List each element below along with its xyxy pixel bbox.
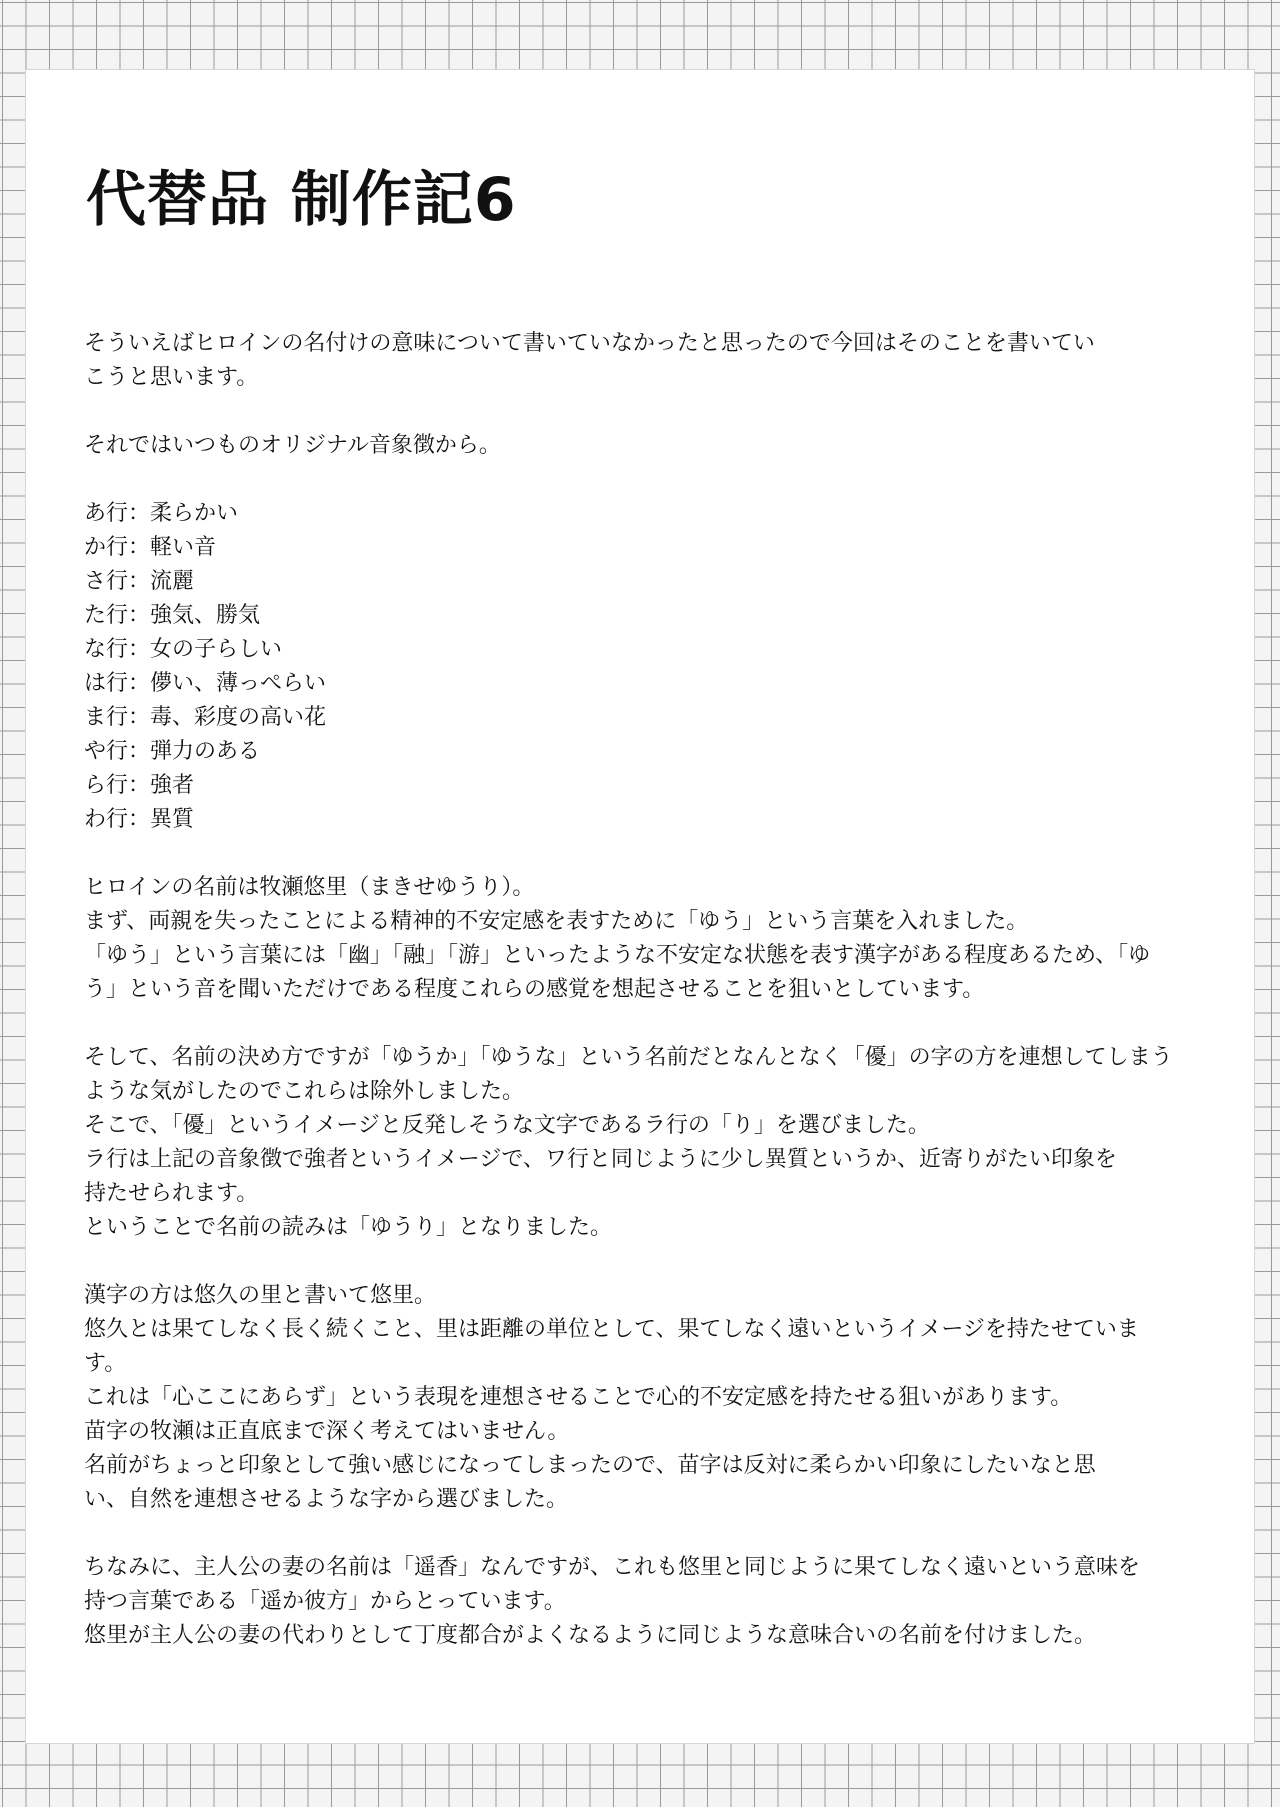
text-line: か行：軽い音 (84, 535, 217, 560)
text-line: や行：弾力のある (84, 739, 261, 764)
text-line: それではいつものオリジナル音象徴から。 (84, 433, 501, 458)
paragraph (84, 1279, 1224, 1517)
text-line: ような気がしたのでこれらは除外しました。 (84, 1079, 525, 1104)
text-line: 苗字の牧瀬は正直底まで深く考えてはいません。 (84, 1419, 570, 1444)
paragraph (84, 327, 1224, 395)
text-line: う」という音を聞いただけである程度これらの感覚を想起させることを狙いとしています。 (84, 977, 985, 1002)
text-line: す。 (84, 1351, 127, 1376)
text-line: まず、両親を失ったことによる精神的不安定感を表すために「ゆう」という言葉を入れました。 (84, 909, 1029, 934)
body-text (84, 327, 1224, 1653)
text-line: ま行：毒、彩度の高い花 (84, 705, 327, 730)
text-line: これは「心ここにあらず」という表現を連想させることで心的不安定感を持たせる狙いがあります。 (84, 1385, 1073, 1410)
text-line: わ行：異質 (84, 807, 195, 832)
page-title: 代替品 制作記6 (86, 165, 517, 235)
text-line: さ行：流麗 (84, 569, 195, 594)
text-line: そこで、「優」というイメージと反発しそうな文字であるラ行の「り」を選びました。 (84, 1113, 930, 1138)
text-line: な行：女の子らしい (84, 637, 283, 662)
text-line: ちなみに、主人公の妻の名前は「遥香」なんですが、これも悠里と同じように果てしなく遠いという意味を (84, 1555, 1141, 1580)
text-line: い、自然を連想させるような字から選びました。 (84, 1487, 569, 1512)
document-page (25, 69, 1255, 1744)
text-line: あ行：柔らかい (84, 501, 239, 526)
text-line: ら行：強者 (84, 773, 195, 798)
paragraph (84, 1041, 1224, 1245)
text-line: 悠里が主人公の妻の代わりとして丁度都合がよくなるように同じような意味合いの名前を付けました。 (84, 1623, 1097, 1648)
paragraph (84, 497, 1224, 837)
text-line: そして、名前の決め方ですが「ゆうか」「ゆうな」という名前だとなんとなく「優」の字の方を連想してしまう (84, 1045, 1173, 1070)
text-line: 持たせられます。 (84, 1181, 259, 1206)
text-line: 名前がちょっと印象として強い感じになってしまったので、苗字は反対に柔らかい印象にしたいなと思 (84, 1453, 1096, 1478)
text-line: ラ行は上記の音象徴で強者というイメージで、ワ行と同じように少し異質というか、近寄りがたい印象を (84, 1147, 1117, 1172)
paragraph (84, 429, 1224, 463)
paragraph (84, 871, 1224, 1007)
paragraph (84, 1551, 1224, 1653)
text-line: ヒロインの名前は牧瀬悠里（まきせゆうり）。 (84, 875, 535, 900)
text-line: 悠久とは果てしなく長く続くこと、里は距離の単位として、果てしなく遠いというイメージを持たせていま (84, 1317, 1139, 1342)
text-line: 持つ言葉である「遥か彼方」からとっています。 (84, 1589, 566, 1614)
text-line: ということで名前の読みは「ゆうり」となりました。 (84, 1215, 613, 1240)
text-line: そういえばヒロインの名付けの意味について書いていなかったと思ったので今回はそのことを書いてい (84, 331, 1095, 356)
text-line: 漢字の方は悠久の里と書いて悠里。 (84, 1283, 437, 1308)
text-line: こうと思います。 (84, 365, 259, 390)
text-line: 「ゆう」という言葉には「幽」「融」「游」といったような不安定な状態を表す漢字がある程度あるため、「ゆ (84, 943, 1151, 968)
text-line: は行：儚い、薄っぺらい (84, 671, 327, 696)
text-line: た行：強気、勝気 (84, 603, 261, 628)
